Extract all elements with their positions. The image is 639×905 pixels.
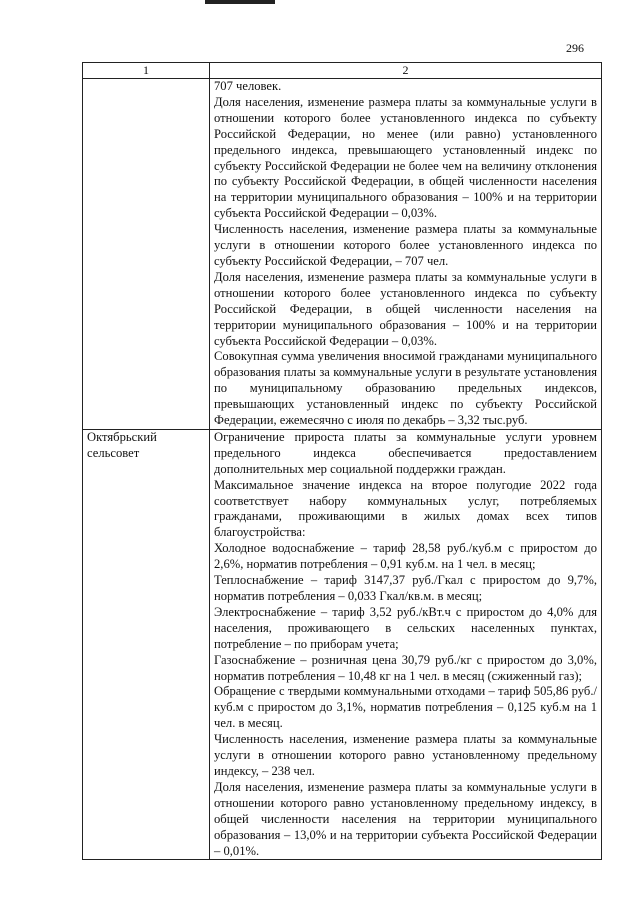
header-cell-2: 2: [210, 63, 602, 79]
scan-top-mark: [205, 0, 275, 4]
table-header-row: [83, 63, 602, 79]
content-table: [82, 62, 602, 860]
paragraph: 707 человек.: [214, 79, 282, 93]
header-cell-1: 1: [83, 63, 210, 79]
paragraph: Максимальное значение индекса на второе полугодие 2022 года соответствует набору коммунальных услуг, потребляемых гражданами, проживающими в жилых домах всех типов благоустройства:: [214, 477, 597, 540]
row-content-cell: [210, 79, 602, 430]
paragraph: Совокупная сумма увеличения вносимой гражданами муниципального образования платы за коммунальные услуги в результате установления по муниципальному образованию предельных индексов, превышающих установленный индекс по субъекту Российской Федерации, ежемесячно с июля по декабрь – 3,32 тыс.руб.: [214, 349, 597, 428]
paragraph: Теплоснабжение – тариф 3147,37 руб./Гкал с приростом до 9,7%, норматив потребления – 0,033 Гкал/кв.м. в месяц;: [214, 573, 597, 603]
row-label-cell: Октябрьский сельсовет: [83, 429, 210, 859]
paragraph: Доля населения, изменение размера платы за коммунальные услуги в отношении которого равно установленному предельному индексу, в общей численности населения на территории муниципального образования – 13,0% и на территории субъекта Российской Федерации – 0,01%.: [214, 779, 597, 858]
row-label-cell: [83, 79, 210, 430]
paragraph: Электроснабжение – тариф 3,52 руб./кВт.ч с приростом до 4,0% для населения, проживающего в сельских населенных пунктах, потребление – по приборам учета;: [214, 604, 597, 651]
table-row: [83, 79, 602, 430]
paragraph: Газоснабжение – розничная цена 30,79 руб./кг с приростом до 3,0%, норматив потребления – 10,48 кг на 1 чел. в месяц (сжиженный газ);: [214, 652, 597, 683]
paragraph: Численность населения, изменение размера платы за коммунальные услуги в отношении которого равно установленному предельному индексу, – 238 чел.: [214, 732, 597, 778]
paragraph: Доля населения, изменение размера платы за коммунальные услуги в отношении которого более установленного индекса по субъекту Российской Федерации, но менее (или равно) установленного предельного индекса, превышающего установленный индекс по субъекту Российской Федерации не более чем на величину отклонения по субъекту Российской Федерации, в общей численности населения на территории муниципального образования – 100% и на территории субъекта Российской Федерации – 0,03%.: [214, 94, 597, 221]
page-number: 296: [566, 41, 584, 55]
paragraph: Холодное водоснабжение – тариф 28,58 руб./куб.м с приростом до 2,6%, норматив потребления – 0,91 куб.м. на 1 чел. в месяц;: [214, 541, 597, 572]
paragraph: Ограничение прироста платы за коммунальные услуги уровнем предельного индекса обеспечивается предоставлением дополнительных мер социальной поддержки граждан.: [214, 429, 597, 476]
paragraph: Обращение с твердыми коммунальными отходами – тариф 505,86 руб./куб.м с приростом до 3,1%, норматив потребления – 0,125 куб.м на 1 чел. в месяц.: [214, 684, 597, 731]
paragraph: Доля населения, изменение размера платы за коммунальные услуги в отношении которого более установленного индекса по субъекту Российской Федерации, в общей численности населения на территории муниципального образования – 100% и на территории субъекта Российской Федерации – 0,03%.: [214, 269, 597, 348]
row-content-cell: [210, 429, 602, 859]
table-row: [83, 429, 602, 859]
paragraph: Численность населения, изменение размера платы за коммунальные услуги в отношении которого более установленного индекса по субъекту Российской Федерации, – 707 чел.: [214, 222, 597, 268]
